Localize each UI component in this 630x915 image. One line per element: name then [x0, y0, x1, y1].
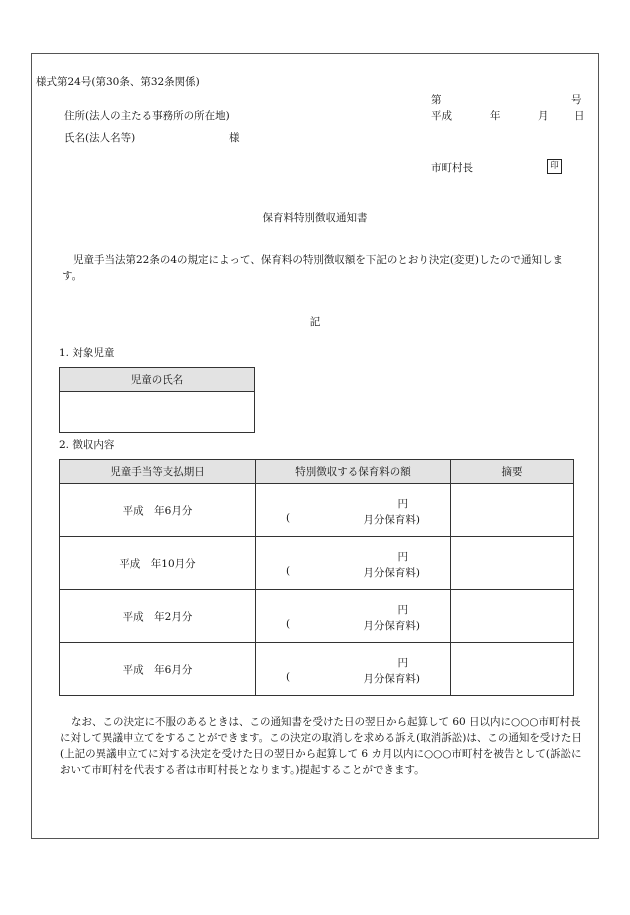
table-row: [60, 537, 574, 590]
ki-label: 記: [309, 316, 321, 328]
issuer-title: 市町村長: [431, 162, 473, 174]
payment-date-cell: 平成 年6月分: [60, 643, 256, 696]
date-year-label: 年: [490, 110, 501, 122]
table-row: [60, 590, 574, 643]
address-label: 住所(法人の主たる事務所の所在地): [64, 110, 230, 122]
amount-cell: [256, 537, 451, 590]
yen-unit: 円: [397, 657, 408, 669]
remarks-cell: [451, 643, 574, 696]
body-text: 児童手当法第22条の4の規定によって、保育料の特別徴収額を下記のとおり決定(変更)したので通知します。: [62, 254, 564, 282]
honorific: 様: [229, 132, 240, 144]
amount-header: 特別徴収する保育料の額: [256, 460, 451, 484]
name-label: 氏名(法人名等): [64, 132, 136, 144]
seal-mark: 印: [547, 159, 562, 174]
month-fee-label: 月分保育料): [363, 620, 420, 632]
amount-cell: [256, 484, 451, 537]
paren-open: (: [286, 512, 291, 524]
month-fee-label: 月分保育料): [363, 514, 420, 526]
yen-unit: 円: [397, 604, 408, 616]
payment-date-cell: 平成 年2月分: [60, 590, 256, 643]
doc-number-suffix: 号: [571, 94, 582, 106]
remarks-header: 摘要: [451, 460, 574, 484]
paren-open: (: [286, 618, 291, 630]
collection-table: [59, 459, 574, 696]
section1-heading: 1. 対象児童: [59, 347, 115, 359]
table-row: [60, 643, 574, 696]
amount-cell: [256, 643, 451, 696]
yen-unit: 円: [397, 551, 408, 563]
payment-date-cell: 平成 年6月分: [60, 484, 256, 537]
child-name-cell: [60, 392, 255, 433]
form-number: 様式第24号(第30条、第32条関係): [36, 76, 200, 88]
paren-open: (: [286, 671, 291, 683]
child-name-header: 児童の氏名: [60, 368, 255, 392]
target-child-table: [59, 367, 255, 433]
date-era: 平成: [431, 110, 452, 122]
date-day-label: 日: [574, 110, 585, 122]
paren-open: (: [286, 565, 291, 577]
yen-unit: 円: [397, 498, 408, 510]
doc-number-prefix: 第: [431, 94, 442, 106]
month-fee-label: 月分保育料): [363, 673, 420, 685]
remarks-cell: [451, 484, 574, 537]
remarks-cell: [451, 590, 574, 643]
amount-cell: [256, 590, 451, 643]
payment-date-cell: 平成 年10月分: [60, 537, 256, 590]
remarks-cell: [451, 537, 574, 590]
collection-table-header-row: [60, 460, 574, 484]
document-title: 保育料特別徴収通知書: [262, 212, 368, 224]
section2-heading: 2. 徴収内容: [59, 439, 115, 451]
month-fee-label: 月分保育料): [363, 567, 420, 579]
appeal-notice-text: なお、この決定に不服のあるときは、この通知書を受けた日の翌日から起算して 60 日以内に○○○市町村長に対して異議申立てをすることができます。この決定の取消しを求める訴え(取消訴訟)は、この通知を受けた日(上記の異議申立てに対する決定を受けた日の翌日から起算して 6 カ月以内に○○○市町村を被告として(訴訟において市町村を代表する者は市町村長となります。)提起することができます。: [60, 716, 582, 776]
table-row: [60, 484, 574, 537]
date-month-label: 月: [538, 110, 549, 122]
payment-date-header: 児童手当等支払期日: [60, 460, 256, 484]
